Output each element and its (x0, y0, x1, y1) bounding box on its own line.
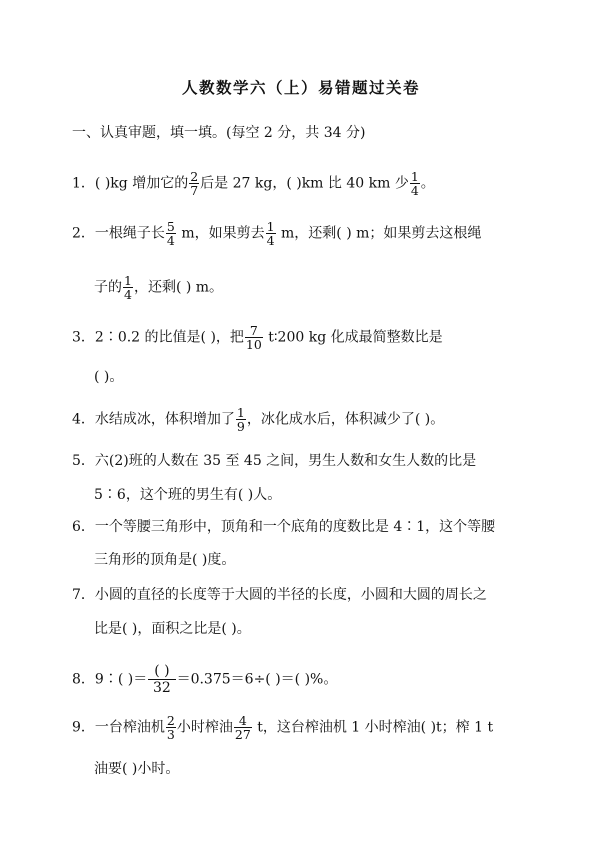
question-text: t，这台榨油机 1 小时榨油( )t；榨 1 t (252, 719, 494, 736)
question-1-line-1 (72, 170, 435, 197)
fraction-denominator: 3 (166, 727, 175, 742)
fraction-numerator: 4 (234, 714, 252, 728)
fraction-numerator: ( ) (148, 663, 175, 680)
fraction-denominator: 4 (124, 287, 132, 302)
question-6-line-2: 三角形的顶角是( )度。 (94, 552, 236, 568)
fraction-denominator: 4 (166, 233, 175, 248)
fraction-numerator: 1 (124, 273, 132, 288)
fraction-denominator: 32 (152, 680, 171, 696)
question-3-line-1 (72, 324, 443, 351)
fraction-denominator: 4 (266, 233, 275, 248)
question-text: 后是 27 kg，( )km 比 40 km 少 (200, 175, 409, 192)
question-text: ，还剩( ) m。 (133, 279, 224, 296)
question-7-line-2: 比是( )，面积之比是( )。 (94, 621, 251, 637)
question-number: 7． (72, 587, 95, 603)
fraction (189, 170, 199, 197)
question-number: 3． (72, 329, 95, 346)
question-text: 子的 (94, 279, 122, 296)
fraction-denominator: 4 (410, 183, 419, 198)
fraction (266, 220, 276, 247)
fraction-numerator: 1 (266, 219, 275, 234)
fraction-numerator: 2 (166, 713, 175, 728)
question-text: 9∶( )＝ (94, 671, 148, 688)
fraction (166, 714, 176, 741)
question-9-line-1 (72, 714, 493, 741)
fraction-numerator: 2 (190, 169, 199, 184)
question-text: 水结成冰，体积增加了 (94, 411, 235, 428)
question-text: 一个等腰三角形中，顶角和一个底角的度数比是 4∶1，这个等腰 (94, 519, 496, 535)
question-text: 小圆的直径的长度等于大圆的半径的长度，小圆和大圆的周长之 (94, 587, 487, 603)
fraction (166, 220, 176, 247)
question-3-line-2: ( )。 (94, 369, 124, 385)
question-2-line-1 (72, 220, 481, 247)
question-7-line-1 (72, 586, 487, 604)
question-text: 小时榨油 (176, 719, 233, 736)
page-title: 人教数学六（上）易错题过关卷 (181, 79, 420, 97)
question-number: 8． (72, 671, 95, 688)
question-5-line-1 (72, 452, 476, 470)
question-number: 9． (72, 719, 95, 736)
question-6-line-1 (72, 518, 495, 536)
question-number: 5． (72, 453, 95, 469)
question-5-line-2: 5∶6，这个班的男生有( )人。 (94, 487, 282, 503)
question-text: ( )kg 增加它的 (94, 175, 189, 192)
question-number: 1． (72, 175, 95, 192)
question-9-line-2: 油要( )小时。 (94, 761, 180, 777)
question-text: m，还剩( ) m；如果剪去这根绳 (276, 225, 482, 242)
question-2-line-2 (94, 274, 223, 301)
fraction (410, 170, 420, 197)
question-text: ，冰化成水后，体积减少了( )。 (246, 411, 445, 428)
fraction (236, 406, 246, 433)
question-number: 2． (72, 225, 95, 242)
question-number: 4． (72, 411, 95, 428)
fraction (234, 714, 252, 741)
question-8-line-1 (72, 663, 337, 696)
fraction-numerator: 5 (166, 219, 175, 234)
fraction-denominator: 10 (245, 337, 262, 352)
question-text: 2∶0.2 的比值是( )，把 (94, 329, 244, 346)
fraction-denominator: 27 (234, 727, 251, 742)
fraction-numerator: 7 (245, 324, 263, 338)
fraction (148, 663, 175, 696)
question-number: 6． (72, 519, 95, 535)
fraction-denominator: 7 (190, 183, 199, 198)
section-heading: 一、认真审题，填一填。(每空 2 分，共 34 分) (72, 125, 366, 141)
question-text: 六(2)班的人数在 35 至 45 之间，男生人数和女生人数的比是 (94, 453, 477, 469)
question-4-line-1 (72, 406, 444, 433)
question-text: t∶200 kg 化成最简整数比是 (263, 329, 443, 346)
fraction-numerator: 1 (410, 169, 419, 184)
question-text: ＝0.375＝6÷( )＝( )%。 (176, 671, 338, 688)
question-text: 一根绳子长 (94, 225, 165, 242)
fraction (245, 324, 263, 351)
question-text: m，如果剪去 (176, 225, 265, 242)
fraction (123, 274, 133, 301)
question-text: 。 (420, 175, 435, 192)
question-text: 一台榨油机 (94, 719, 165, 736)
fraction-denominator: 9 (236, 419, 245, 434)
fraction-numerator: 1 (236, 405, 245, 420)
